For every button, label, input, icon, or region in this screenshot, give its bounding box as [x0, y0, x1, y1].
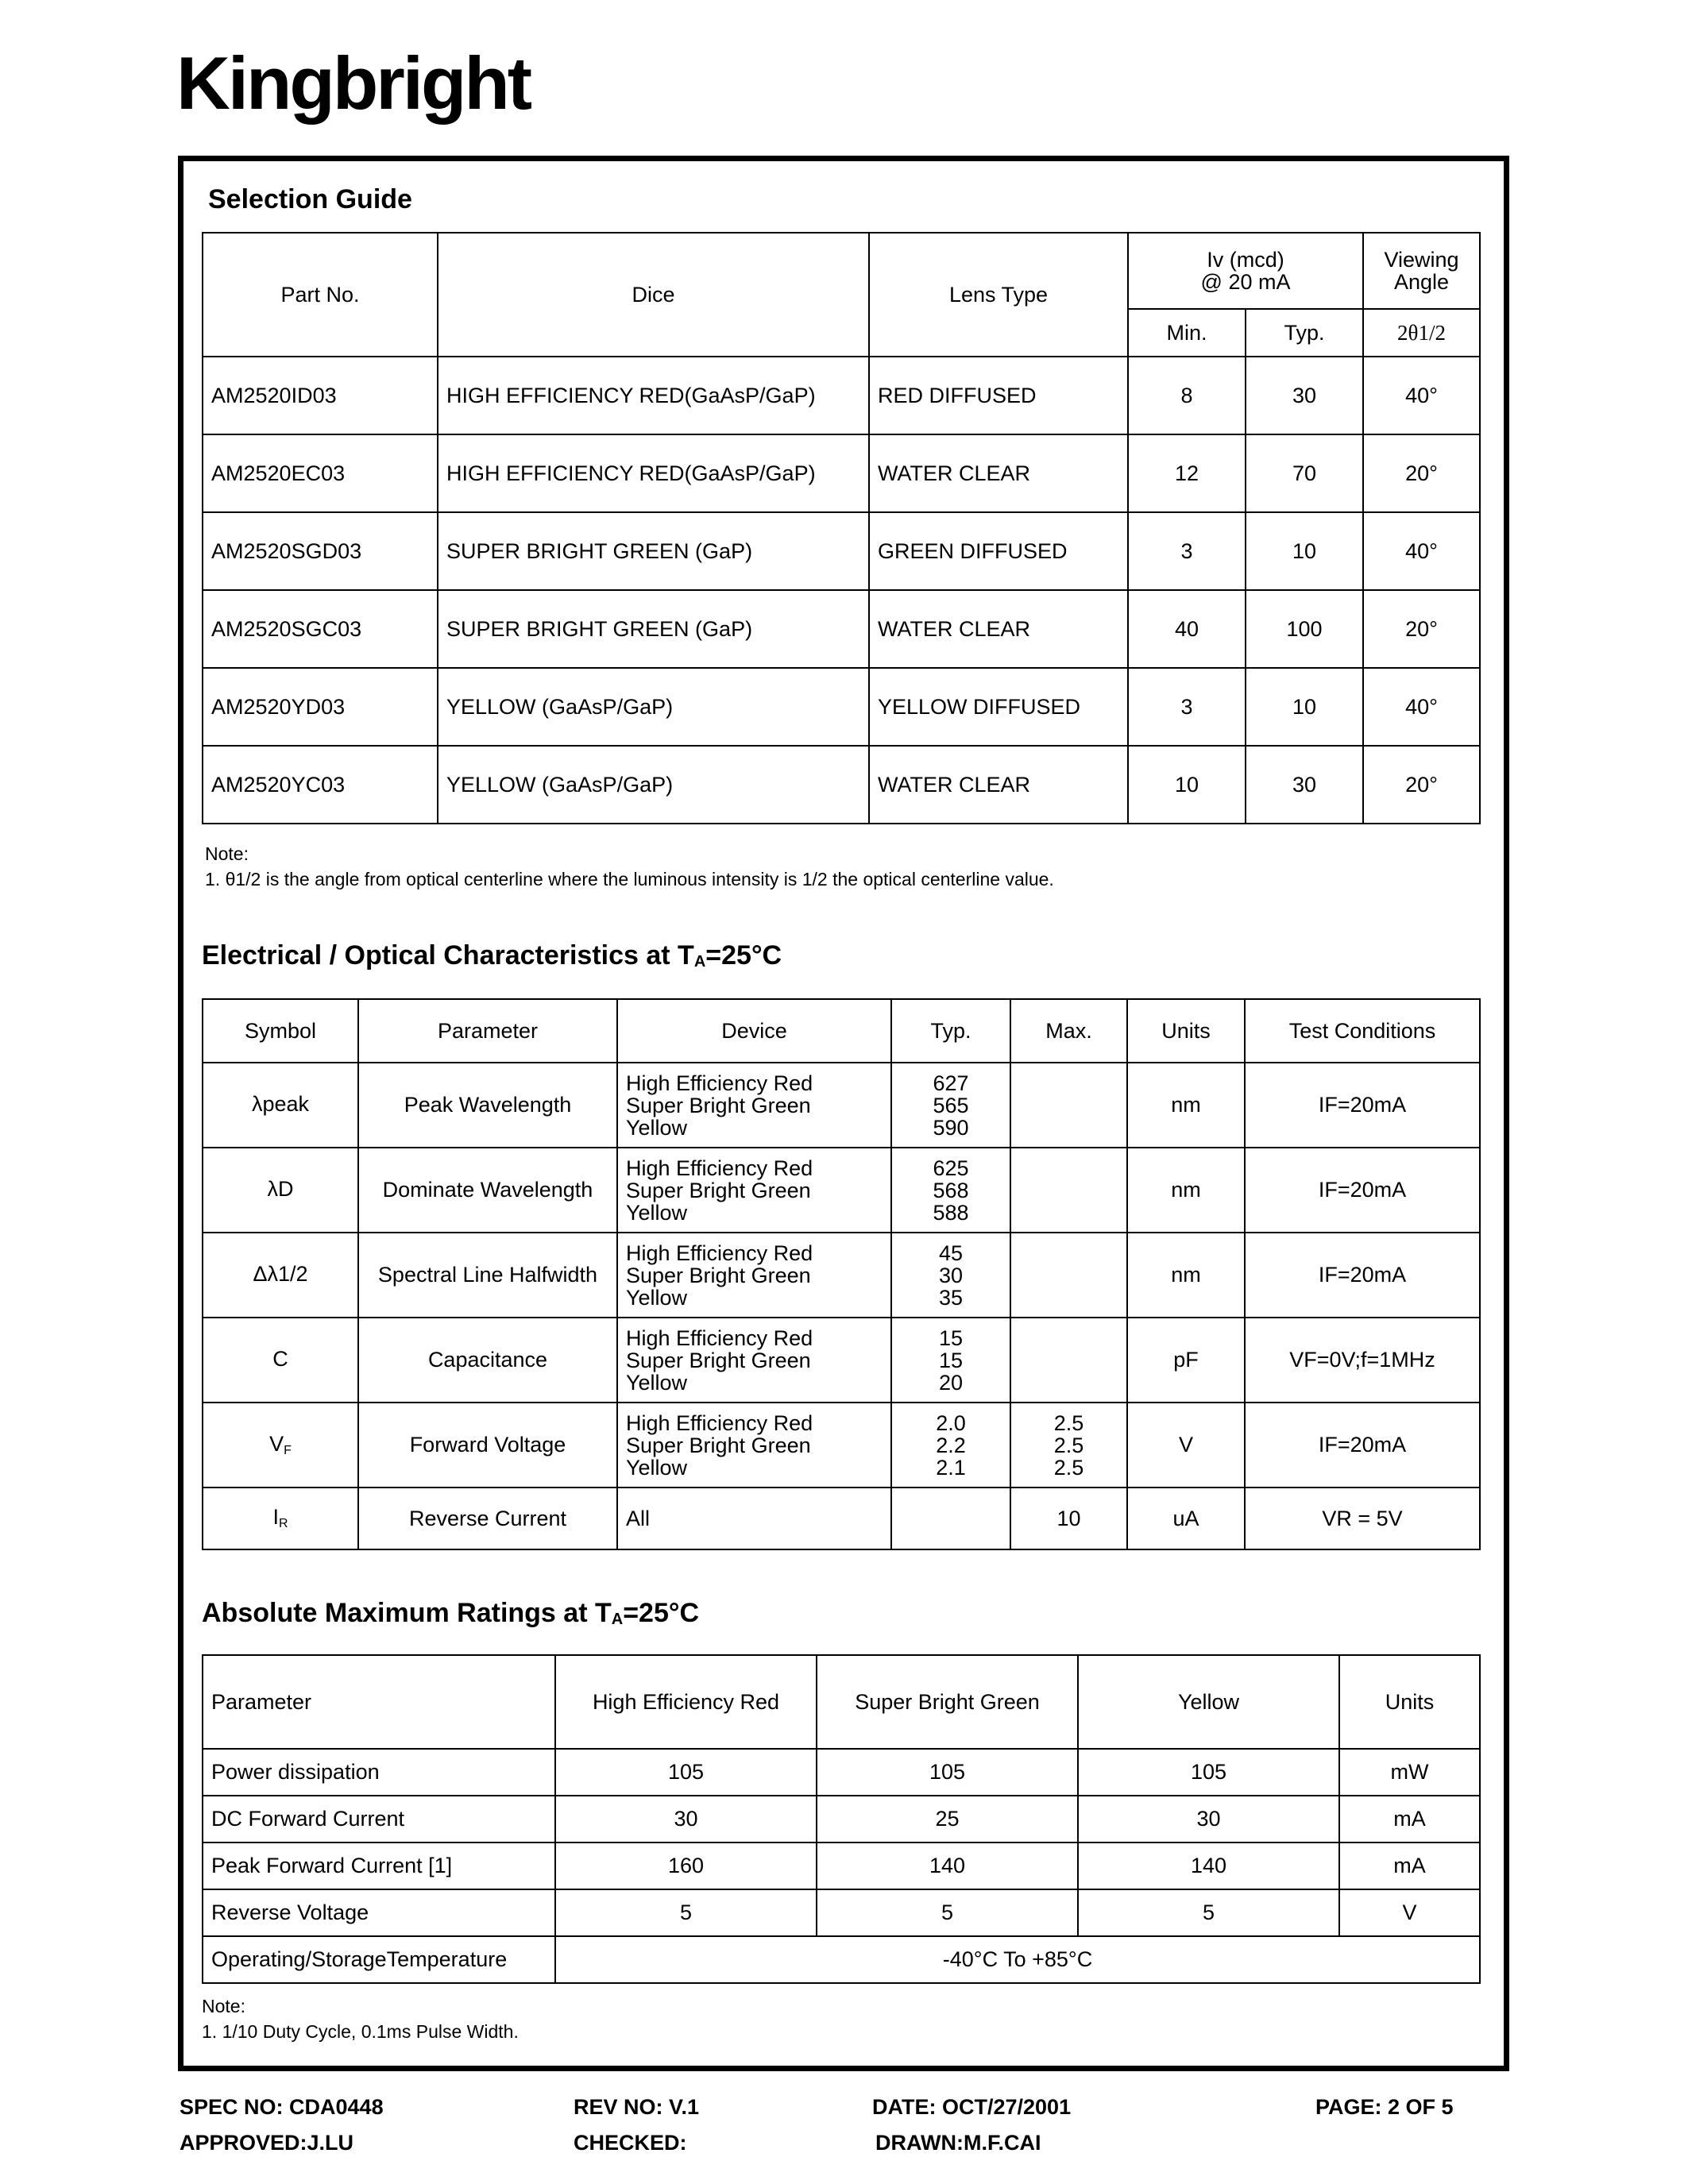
cell-parameter: Reverse Current	[358, 1488, 617, 1549]
cell-parameter: Spectral Line Halfwidth	[358, 1233, 617, 1318]
table-row	[203, 1233, 1480, 1318]
cell-parameter: Peak Wavelength	[358, 1063, 617, 1148]
cell-lens-type: WATER CLEAR	[869, 746, 1128, 824]
header-units: Units	[1127, 999, 1245, 1063]
cell-iv-typ: 30	[1246, 357, 1363, 434]
symbol-main: V	[269, 1431, 284, 1456]
cell-max	[1010, 1233, 1127, 1318]
value-line: 625	[933, 1156, 969, 1180]
symbol-main: λD	[267, 1176, 294, 1201]
cell-viewing-angle: 40°	[1363, 357, 1480, 434]
cell-conditions: VR = 5V	[1245, 1488, 1480, 1549]
header-viewing-label: Viewing	[1384, 248, 1459, 272]
cell-lens-type: GREEN DIFFUSED	[869, 512, 1128, 590]
cell-dice: HIGH EFFICIENCY RED(GaAsP/GaP)	[438, 357, 869, 434]
header-min: Min.	[1128, 309, 1246, 357]
cell-conditions: IF=20mA	[1245, 1233, 1480, 1318]
cell-iv-min: 3	[1128, 512, 1246, 590]
cell-device: All	[617, 1488, 891, 1549]
value-line: Super Bright Green	[626, 1348, 811, 1372]
selection-guide-title: Selection Guide	[208, 184, 412, 214]
cell-lens-type: WATER CLEAR	[869, 434, 1128, 512]
symbol-sub: F	[284, 1443, 292, 1457]
cell-typ	[891, 1148, 1010, 1233]
table-row	[203, 1796, 1480, 1843]
table-row	[203, 357, 1480, 434]
cell-parameter: Reverse Voltage	[203, 1889, 555, 1936]
cell-units: mA	[1339, 1843, 1480, 1889]
table-row	[203, 434, 1480, 512]
header-max: Max.	[1010, 999, 1127, 1063]
footer-page: PAGE: 2 OF 5	[1315, 2095, 1454, 2119]
value-line: Yellow	[626, 1285, 688, 1310]
value-line: Yellow	[626, 1115, 688, 1140]
header-high-efficiency-red: High Efficiency Red	[555, 1655, 817, 1749]
cell-units: uA	[1127, 1488, 1245, 1549]
cell-typ	[891, 1488, 1010, 1549]
electrical-title	[202, 942, 782, 970]
header-parameter: Parameter	[203, 1655, 555, 1749]
cell-symbol	[203, 1063, 358, 1148]
cell-units: nm	[1127, 1063, 1245, 1148]
cell-max	[1010, 1148, 1127, 1233]
cell-max	[1010, 1318, 1127, 1403]
selection-note-1: 1. θ1/2 is the angle from optical centerline where the luminous intensity is 1/2 the optical centerline value.	[205, 869, 1054, 889]
symbol-main: I	[272, 1505, 279, 1529]
cell-iv-min: 12	[1128, 434, 1246, 512]
footer-drawn: DRAWN:M.F.CAI	[875, 2131, 1041, 2155]
cell-temperature-range: -40°C To +85°C	[555, 1936, 1480, 1983]
footer-checked: CHECKED:	[574, 2131, 687, 2155]
header-iv	[1128, 233, 1363, 309]
value-line: High Efficiency Red	[626, 1156, 813, 1180]
cell-high-efficiency-red: 5	[555, 1889, 817, 1936]
cell-part-no: AM2520ID03	[203, 357, 438, 434]
cell-dice: YELLOW (GaAsP/GaP)	[438, 746, 869, 824]
absolute-note	[202, 1993, 519, 2044]
header-dice: Dice	[438, 233, 869, 357]
footer-date: DATE: OCT/27/2001	[872, 2095, 1072, 2119]
table-row	[203, 1318, 1480, 1403]
value-line: 590	[933, 1115, 969, 1140]
cell-device	[617, 1148, 891, 1233]
header-test-conditions: Test Conditions	[1245, 999, 1480, 1063]
table-row	[203, 668, 1480, 746]
cell-part-no: AM2520EC03	[203, 434, 438, 512]
cell-parameter: Forward Voltage	[358, 1403, 617, 1488]
cell-high-efficiency-red: 105	[555, 1749, 817, 1796]
electrical-title-temp: =25°C	[705, 940, 782, 970]
value-line: Super Bright Green	[626, 1433, 811, 1457]
value-line: 15	[938, 1325, 964, 1350]
cell-symbol	[203, 1488, 358, 1549]
footer-approved: APPROVED:J.LU	[180, 2131, 354, 2155]
header-device: Device	[617, 999, 891, 1063]
table-row	[203, 1063, 1480, 1148]
value-line: High Efficiency Red	[626, 1241, 813, 1265]
cell-yellow: 105	[1078, 1749, 1339, 1796]
value-line: High Efficiency Red	[626, 1325, 813, 1350]
electrical-table	[202, 998, 1481, 1550]
table-row	[203, 746, 1480, 824]
cell-iv-min: 10	[1128, 746, 1246, 824]
cell-device	[617, 1063, 891, 1148]
cell-part-no: AM2520SGC03	[203, 590, 438, 668]
cell-units: V	[1127, 1403, 1245, 1488]
cell-super-bright-green: 105	[817, 1749, 1078, 1796]
cell-part-no: AM2520SGD03	[203, 512, 438, 590]
absolute-title-sub: A	[611, 1611, 624, 1628]
cell-iv-typ: 30	[1246, 746, 1363, 824]
table-row	[203, 1843, 1480, 1889]
cell-symbol	[203, 1318, 358, 1403]
absolute-note-title: Note:	[202, 1996, 245, 2016]
cell-part-no: AM2520YC03	[203, 746, 438, 824]
cell-units: V	[1339, 1889, 1480, 1936]
symbol-main: C	[272, 1346, 288, 1371]
absolute-title	[202, 1599, 699, 1627]
cell-high-efficiency-red: 30	[555, 1796, 817, 1843]
cell-super-bright-green: 140	[817, 1843, 1078, 1889]
cell-viewing-angle: 40°	[1363, 512, 1480, 590]
cell-max: 10	[1010, 1488, 1127, 1549]
table-row	[203, 1403, 1480, 1488]
cell-typ	[891, 1403, 1010, 1488]
absolute-title-text: Absolute Maximum Ratings at T	[202, 1598, 612, 1628]
cell-typ	[891, 1233, 1010, 1318]
cell-yellow: 30	[1078, 1796, 1339, 1843]
header-iv-label: Iv (mcd)	[1207, 248, 1284, 272]
value-line: Super Bright Green	[626, 1178, 811, 1202]
value-line: Yellow	[626, 1200, 688, 1225]
header-parameter: Parameter	[358, 999, 617, 1063]
cell-device	[617, 1233, 891, 1318]
symbol-main: Δλ1/2	[253, 1261, 308, 1286]
value-line: 2.5	[1053, 1433, 1084, 1457]
cell-conditions: IF=20mA	[1245, 1403, 1480, 1488]
value-line: 2.1	[936, 1455, 966, 1480]
value-line: 30	[938, 1263, 964, 1287]
value-line: Super Bright Green	[626, 1093, 811, 1117]
value-line: 565	[933, 1093, 969, 1117]
cell-lens-type: WATER CLEAR	[869, 590, 1128, 668]
footer-rev-no: REV NO: V.1	[574, 2095, 700, 2119]
footer-spec-no: SPEC NO: CDA0448	[180, 2095, 384, 2119]
absolute-table	[202, 1654, 1481, 1984]
cell-units: nm	[1127, 1233, 1245, 1318]
cell-units: mA	[1339, 1796, 1480, 1843]
cell-units: pF	[1127, 1318, 1245, 1403]
header-iv-condition: @ 20 mA	[1200, 270, 1291, 294]
header-units: Units	[1339, 1655, 1480, 1749]
cell-dice: HIGH EFFICIENCY RED(GaAsP/GaP)	[438, 434, 869, 512]
kingbright-logo: Kingbright	[176, 41, 531, 125]
value-line: 2.2	[936, 1433, 966, 1457]
electrical-title-text: Electrical / Optical Characteristics at T	[202, 940, 694, 970]
cell-conditions: IF=20mA	[1245, 1063, 1480, 1148]
symbol-sub: R	[278, 1517, 288, 1530]
cell-part-no: AM2520YD03	[203, 668, 438, 746]
cell-dice: SUPER BRIGHT GREEN (GaP)	[438, 512, 869, 590]
value-line: 568	[933, 1178, 969, 1202]
value-line: 627	[933, 1071, 969, 1095]
table-row	[203, 590, 1480, 668]
cell-symbol	[203, 1148, 358, 1233]
value-line: 15	[938, 1348, 964, 1372]
cell-max	[1010, 1063, 1127, 1148]
cell-super-bright-green: 5	[817, 1889, 1078, 1936]
header-angle-symbol: 2θ1/2	[1363, 309, 1480, 357]
cell-symbol	[203, 1403, 358, 1488]
electrical-title-sub: A	[693, 953, 706, 970]
cell-iv-typ: 10	[1246, 668, 1363, 746]
cell-dice: YELLOW (GaAsP/GaP)	[438, 668, 869, 746]
header-angle-label: Angle	[1393, 270, 1450, 294]
cell-parameter: Power dissipation	[203, 1749, 555, 1796]
cell-lens-type: RED DIFFUSED	[869, 357, 1128, 434]
value-line: High Efficiency Red	[626, 1071, 813, 1095]
table-row	[203, 1889, 1480, 1936]
cell-viewing-angle: 20°	[1363, 746, 1480, 824]
cell-iv-min: 8	[1128, 357, 1246, 434]
cell-conditions: IF=20mA	[1245, 1148, 1480, 1233]
cell-iv-typ: 10	[1246, 512, 1363, 590]
value-line: High Efficiency Red	[626, 1410, 813, 1435]
cell-units: mW	[1339, 1749, 1480, 1796]
cell-iv-typ: 70	[1246, 434, 1363, 512]
value-line: 20	[938, 1370, 964, 1395]
header-yellow: Yellow	[1078, 1655, 1339, 1749]
cell-high-efficiency-red: 160	[555, 1843, 817, 1889]
cell-typ	[891, 1318, 1010, 1403]
cell-viewing-angle: 20°	[1363, 590, 1480, 668]
cell-device	[617, 1403, 891, 1488]
cell-dice: SUPER BRIGHT GREEN (GaP)	[438, 590, 869, 668]
value-line: 45	[938, 1241, 964, 1265]
header-viewing-angle	[1363, 233, 1480, 309]
cell-symbol	[203, 1233, 358, 1318]
header-typ: Typ.	[891, 999, 1010, 1063]
cell-viewing-angle: 20°	[1363, 434, 1480, 512]
cell-parameter: Peak Forward Current [1]	[203, 1843, 555, 1889]
cell-max	[1010, 1403, 1127, 1488]
absolute-title-temp: =25°C	[623, 1598, 700, 1628]
header-part-no: Part No.	[203, 233, 438, 357]
value-line: 2.5	[1053, 1455, 1084, 1480]
cell-device	[617, 1318, 891, 1403]
cell-yellow: 5	[1078, 1889, 1339, 1936]
value-line: 2.0	[936, 1410, 966, 1435]
absolute-note-1: 1. 1/10 Duty Cycle, 0.1ms Pulse Width.	[202, 2021, 519, 2042]
value-line: 588	[933, 1200, 969, 1225]
cell-iv-typ: 100	[1246, 590, 1363, 668]
table-row	[203, 1749, 1480, 1796]
table-row	[203, 512, 1480, 590]
selection-note-title: Note:	[205, 843, 249, 864]
cell-iv-min: 3	[1128, 668, 1246, 746]
value-line: Super Bright Green	[626, 1263, 811, 1287]
selection-guide-table	[202, 232, 1481, 824]
symbol-main: λpeak	[251, 1091, 310, 1116]
cell-yellow: 140	[1078, 1843, 1339, 1889]
cell-viewing-angle: 40°	[1363, 668, 1480, 746]
header-lens-type: Lens Type	[869, 233, 1128, 357]
cell-parameter: Operating/StorageTemperature	[203, 1936, 555, 1983]
cell-parameter: DC Forward Current	[203, 1796, 555, 1843]
cell-parameter: Dominate Wavelength	[358, 1148, 617, 1233]
header-symbol: Symbol	[203, 999, 358, 1063]
header-super-bright-green: Super Bright Green	[817, 1655, 1078, 1749]
value-line: Yellow	[626, 1455, 688, 1480]
header-typ: Typ.	[1246, 309, 1363, 357]
value-line: 2.5	[1053, 1410, 1084, 1435]
selection-note	[205, 841, 1054, 892]
cell-units: nm	[1127, 1148, 1245, 1233]
cell-super-bright-green: 25	[817, 1796, 1078, 1843]
cell-typ	[891, 1063, 1010, 1148]
cell-lens-type: YELLOW DIFFUSED	[869, 668, 1128, 746]
cell-iv-min: 40	[1128, 590, 1246, 668]
table-row	[203, 1148, 1480, 1233]
value-line: 35	[938, 1285, 964, 1310]
cell-conditions: VF=0V;f=1MHz	[1245, 1318, 1480, 1403]
cell-parameter: Capacitance	[358, 1318, 617, 1403]
value-line: Yellow	[626, 1370, 688, 1395]
